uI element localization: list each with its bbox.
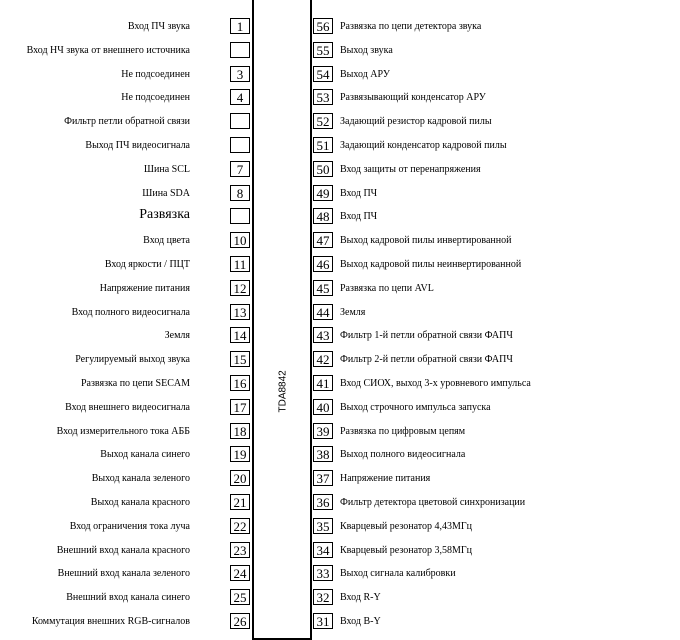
pin-number-box: 44	[313, 304, 333, 320]
pin-label: Выход ПЧ видеосигнала	[85, 140, 190, 151]
pin-number-box: 33	[313, 565, 333, 581]
pin-label: Регулируемый выход звука	[75, 354, 190, 366]
pin-number-box: 47	[313, 232, 333, 248]
pin-number-box: 1	[230, 18, 250, 34]
pin-number-box: 51	[313, 137, 333, 153]
pin-label: Вход полного видеосигнала	[71, 306, 190, 318]
pin-label: Развязка	[139, 207, 190, 223]
pin-number-box: 35	[313, 518, 333, 534]
pin-label: Выход АРУ	[340, 68, 390, 80]
pin-number-box: 25	[230, 589, 250, 605]
pin-label: Напряжение питания	[99, 282, 190, 294]
pin-number-box	[230, 137, 250, 153]
pin-number-box: 12	[230, 280, 250, 296]
pin-label: Вход цвета	[143, 235, 190, 247]
pin-number-box: 48	[313, 208, 333, 224]
pin-label: Развязка по цепи AVL	[340, 282, 434, 294]
pin-number-box: 45	[313, 280, 333, 296]
pin-label: Развязывающий конденсатор АРУ	[340, 92, 486, 104]
pin-label: Кварцевый резонатор 3,58МГц	[340, 544, 473, 556]
pin-number-box: 23	[230, 542, 250, 558]
pin-label: Развязка по цепи детектора звука	[340, 21, 482, 32]
pin-label: Выход кадровой пилы неинвертированной	[340, 259, 522, 270]
pin-number-box: 8	[230, 185, 250, 201]
pin-number-box	[230, 113, 250, 129]
pin-label: Вход измерительного тока АББ	[56, 425, 190, 437]
pin-number-box: 40	[313, 399, 333, 415]
pin-label: Выход канала красного	[90, 497, 190, 508]
pin-number-box: 32	[313, 589, 333, 605]
pin-number-box: 54	[313, 66, 333, 82]
pin-label: Выход строчного импульса запуска	[340, 401, 491, 413]
pin-number-box: 16	[230, 375, 250, 391]
pin-number-box: 38	[313, 446, 333, 462]
pin-number-box: 50	[313, 161, 333, 177]
pin-number-box: 13	[230, 304, 250, 320]
pin-label: Выход кадровой пилы инвертированной	[340, 235, 512, 247]
pin-label: Вход ограничения тока луча	[69, 520, 190, 532]
pin-number-box: 37	[313, 470, 333, 486]
pin-number-box: 17	[230, 399, 250, 415]
pin-label: Внешний вход канала зеленого	[57, 568, 190, 580]
pin-number-box: 36	[313, 494, 333, 510]
pin-label: Коммутация внешних RGB-сигналов	[31, 616, 190, 627]
pin-label: Вход ПЧ	[340, 211, 378, 223]
pin-label: Не подсоединен	[121, 92, 190, 104]
pin-number-box: 20	[230, 470, 250, 486]
pin-number-box: 4	[230, 89, 250, 105]
pin-label: Вход яркости / ПЦТ	[104, 259, 190, 270]
pin-number-box	[230, 42, 250, 58]
pin-number-box	[230, 208, 250, 224]
pin-number-box: 46	[313, 256, 333, 272]
pin-label: Фильтр 1-й петли обратной связи ФАПЧ	[340, 330, 513, 342]
pin-label: Внешний вход канала синего	[66, 592, 190, 604]
pin-label: Вход НЧ звука от внешнего источника	[26, 44, 190, 56]
pin-number-box: 52	[313, 113, 333, 129]
pin-label: Вход ПЧ звука	[127, 21, 190, 32]
pin-label: Развязка по цепи SECAM	[80, 378, 190, 389]
pin-number-box: 21	[230, 494, 250, 510]
pin-label: Фильтр 2-й петли обратной связи ФАПЧ	[340, 354, 513, 366]
pin-label: Вход защиты от перенапряжения	[340, 163, 481, 175]
pin-label: Задающий конденсатор кадровой пилы	[340, 140, 507, 151]
pin-number-box: 42	[313, 351, 333, 367]
pin-label: Задающий резистор кадровой пилы	[340, 116, 492, 128]
pin-label: Фильтр детектора цветовой синхронизации	[340, 497, 526, 508]
pin-number-box: 41	[313, 375, 333, 391]
pin-number-box: 22	[230, 518, 250, 534]
pin-number-box: 10	[230, 232, 250, 248]
pin-label: Напряжение питания	[340, 473, 431, 485]
pin-label: Вход внешнего видеосигнала	[65, 401, 190, 413]
pin-label: Выход полного видеосигнала	[340, 449, 466, 461]
pin-label: Шина SDA	[142, 187, 190, 199]
pin-number-box: 34	[313, 542, 333, 558]
pin-label: Земля	[340, 306, 366, 318]
pin-label: Развязка по цифровым цепям	[340, 425, 466, 437]
pin-label: Вход R-Y	[340, 592, 381, 604]
pin-number-box: 53	[313, 89, 333, 105]
pin-label: Вход СИОХ, выход 3-х уровневого импульса	[340, 378, 531, 389]
pin-number-box: 15	[230, 351, 250, 367]
pin-label: Внешний вход канала красного	[56, 544, 190, 556]
chip-name: TDA8842	[277, 370, 289, 413]
pin-number-box: 55	[313, 42, 333, 58]
pin-number-box: 3	[230, 66, 250, 82]
pin-number-box: 24	[230, 565, 250, 581]
chip-body	[252, 0, 312, 640]
pin-number-box: 39	[313, 423, 333, 439]
pin-number-box: 56	[313, 18, 333, 34]
pin-number-box: 49	[313, 185, 333, 201]
pin-label: Земля	[164, 330, 190, 342]
pin-number-box: 11	[230, 256, 250, 272]
pin-label: Выход сигнала калибровки	[340, 568, 456, 580]
pin-label: Шина SCL	[143, 163, 190, 175]
pin-label: Фильтр петли обратной связи	[64, 116, 190, 128]
pin-label: Не подсоединен	[121, 68, 190, 80]
pin-number-box: 7	[230, 161, 250, 177]
pin-number-box: 18	[230, 423, 250, 439]
pin-number-box: 14	[230, 327, 250, 343]
pin-number-box: 26	[230, 613, 250, 629]
pin-label: Выход звука	[340, 44, 393, 56]
pin-number-box: 43	[313, 327, 333, 343]
pin-label: Вход B-Y	[340, 616, 381, 627]
pin-label: Вход ПЧ	[340, 187, 378, 199]
pin-number-box: 19	[230, 446, 250, 462]
pin-number-box: 31	[313, 613, 333, 629]
pin-label: Выход канала зеленого	[91, 473, 190, 485]
pin-label: Выход канала синего	[100, 449, 190, 461]
pin-label: Кварцевый резонатор 4,43МГц	[340, 520, 473, 532]
